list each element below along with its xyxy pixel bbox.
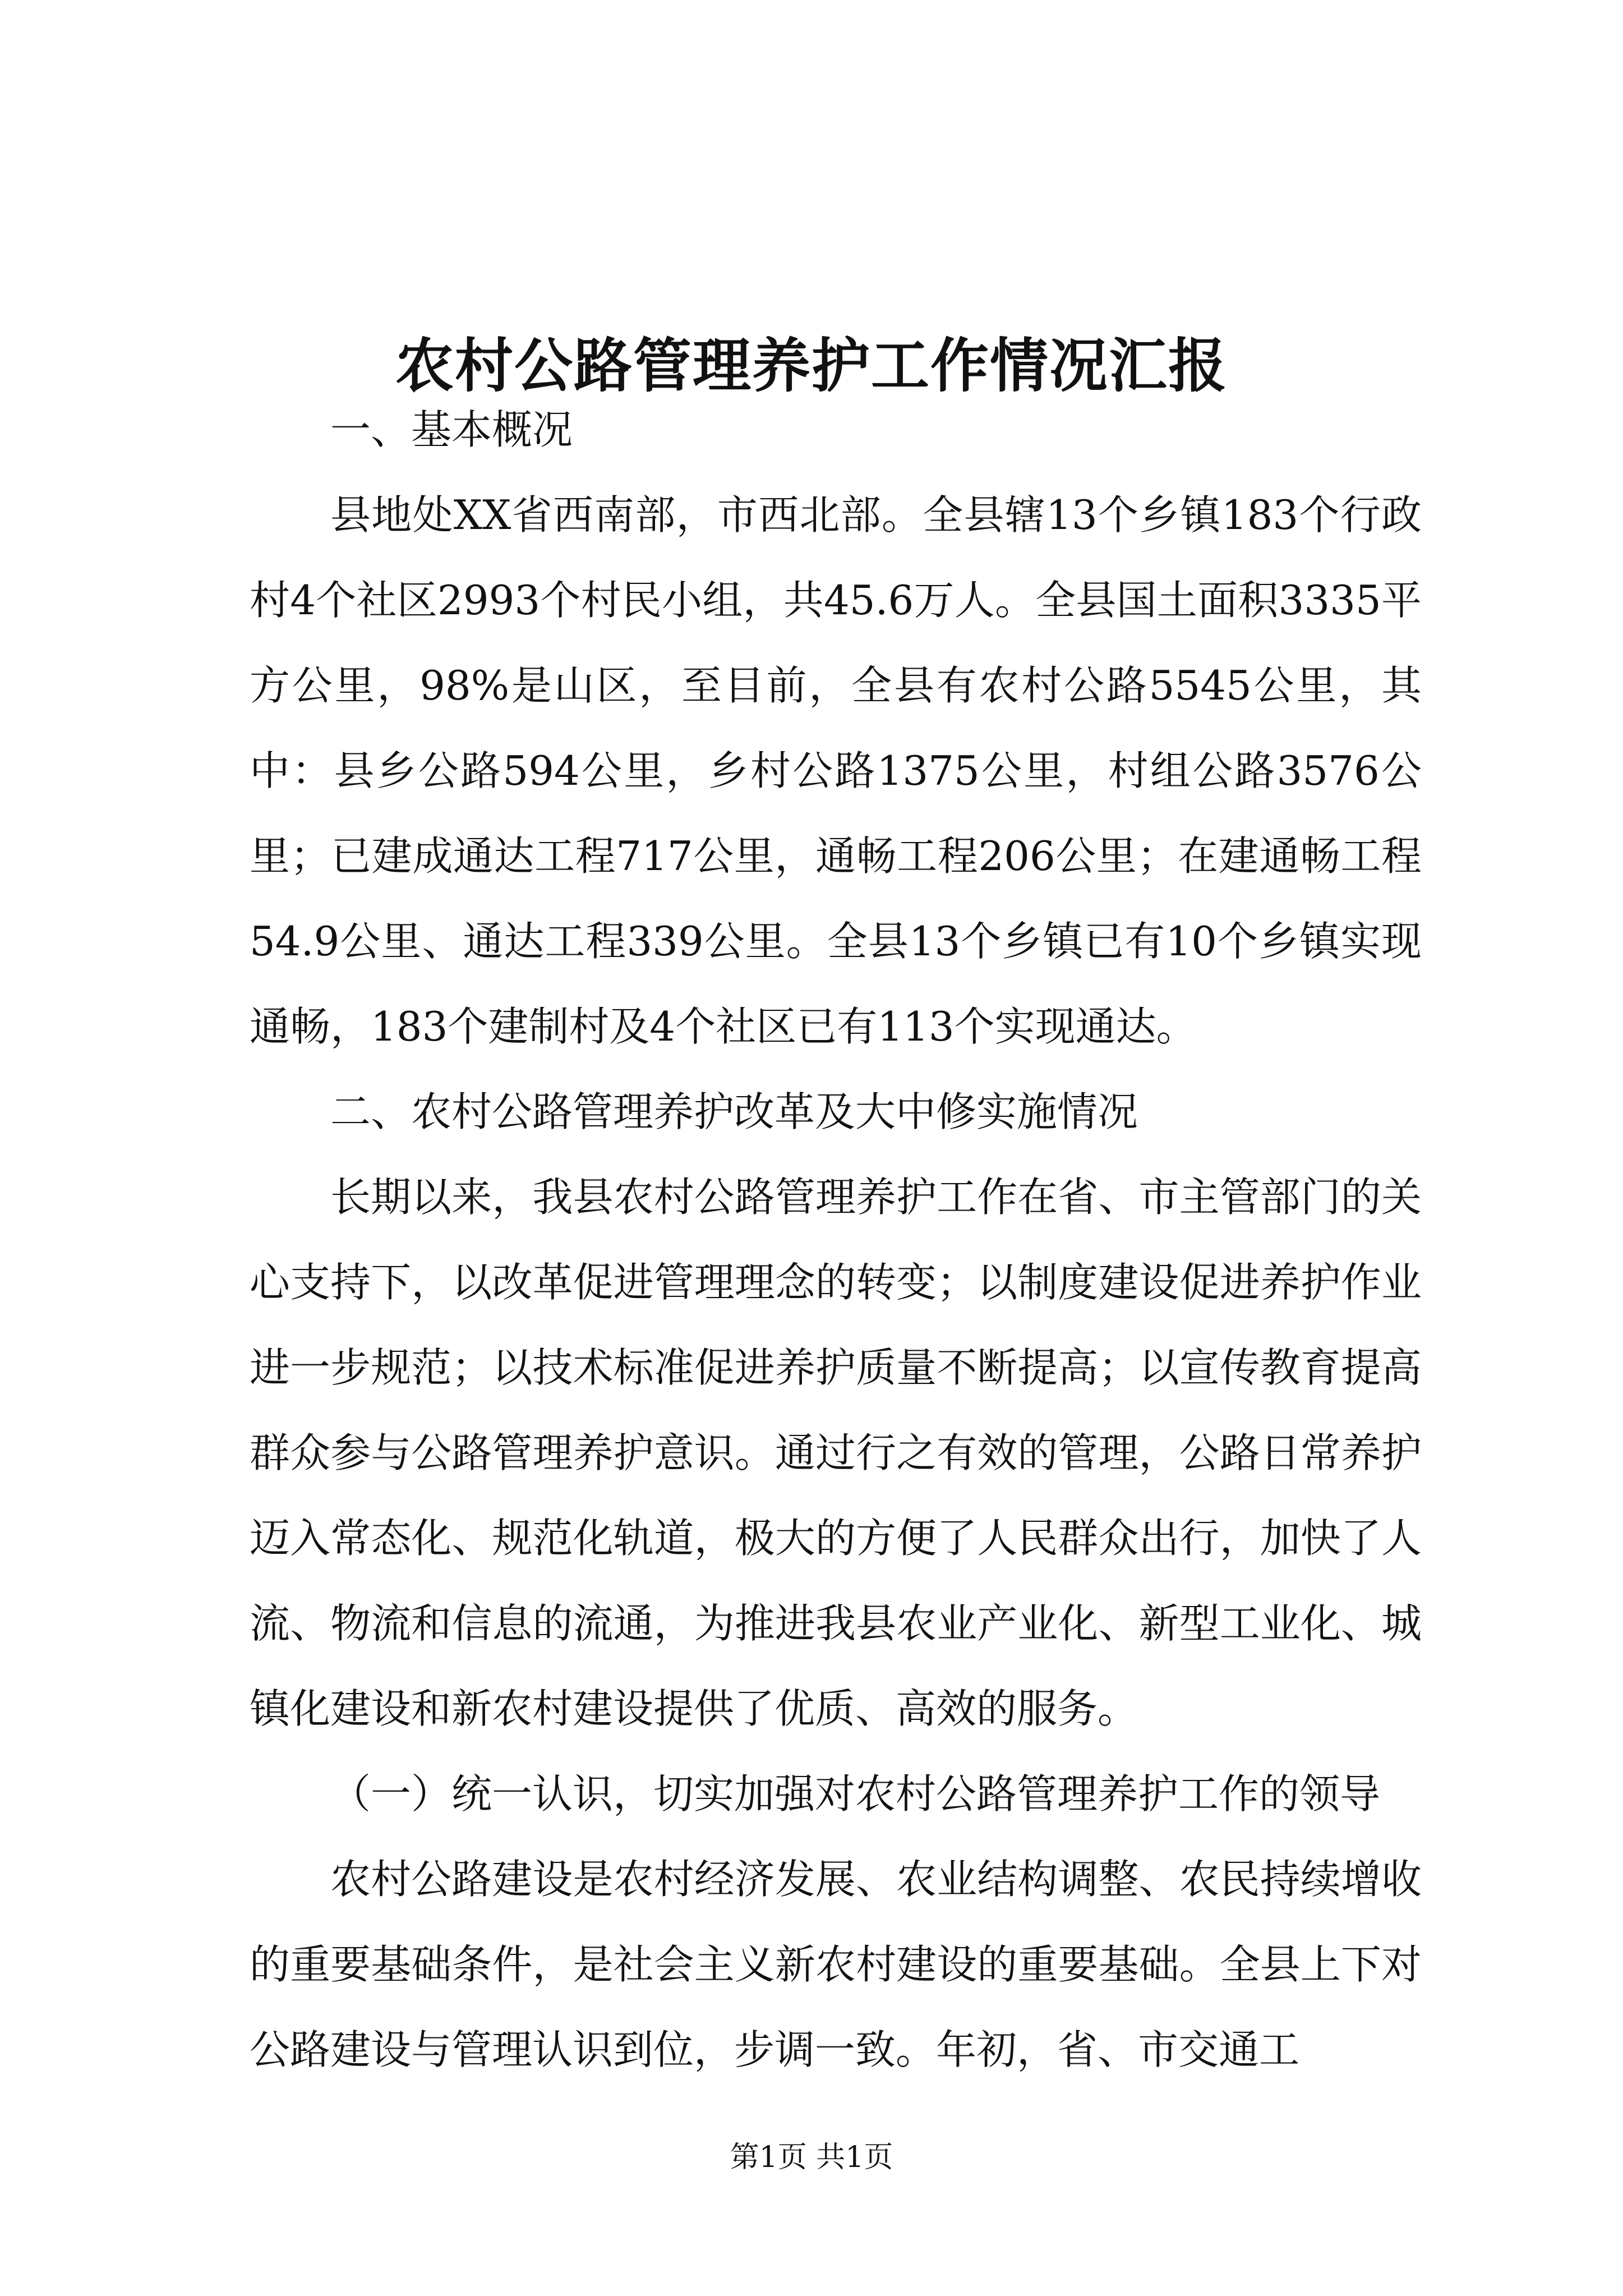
document-title: 农村公路管理养护工作情况汇报	[395, 330, 1228, 400]
section-heading-2: 二、农村公路管理养护改革及大中修实施情况	[330, 1088, 1138, 1135]
paragraph-reform: 长期以来，我县农村公路管理养护工作在省、市主管部门的关心支持下，以改革促进管理理念的转变；以制度建设促进养护作业进一步规范；以技术标准促进养护质量不断提高；以宣传教育提高群众参与公路管理养护意识。通过行之有效的管理，公路日常养护迈入常态化、规范化轨道，极大的方便了人民群众出行，加快了人流、物流和信息的流通，为推进我县农业产业化、新型工业化、城镇化建设和新农村建设提供了优质、高效的服务。	[250, 1174, 1422, 1732]
document-body	[250, 387, 1422, 2092]
subsection-heading-1: （一）统一认识，切实加强对农村公路管理养护工作的领导	[330, 1770, 1381, 1818]
section-heading-1: 一、基本概况	[330, 406, 573, 453]
paragraph-leadership: 农村公路建设是农村经济发展、农业结构调整、农民持续增收的重要基础条件，是社会主义新农村建设的重要基础。全县上下对公路建设与管理认识到位，步调一致。年初，省、市交通工	[250, 1856, 1422, 2073]
page-footer: 第1页 共1页	[730, 2141, 893, 2174]
paragraph-overview: 县地处XX省西南部，市西北部。全县辖13个乡镇183个行政村4个社区2993个村民小组，共45.6万人。全县国土面积3335平方公里，98%是山区，至目前，全县有农村公路5545公里，其中：县乡公路594公里，乡村公路1375公里，村组公路3576公里；已建成通达工程717公里，通畅工程206公里；在建通畅工程54.9公里、通达工程339公里。全县13个乡镇已有10个乡镇实现通畅，183个建制村及4个社区已有113个实现通达。	[250, 491, 1422, 1050]
